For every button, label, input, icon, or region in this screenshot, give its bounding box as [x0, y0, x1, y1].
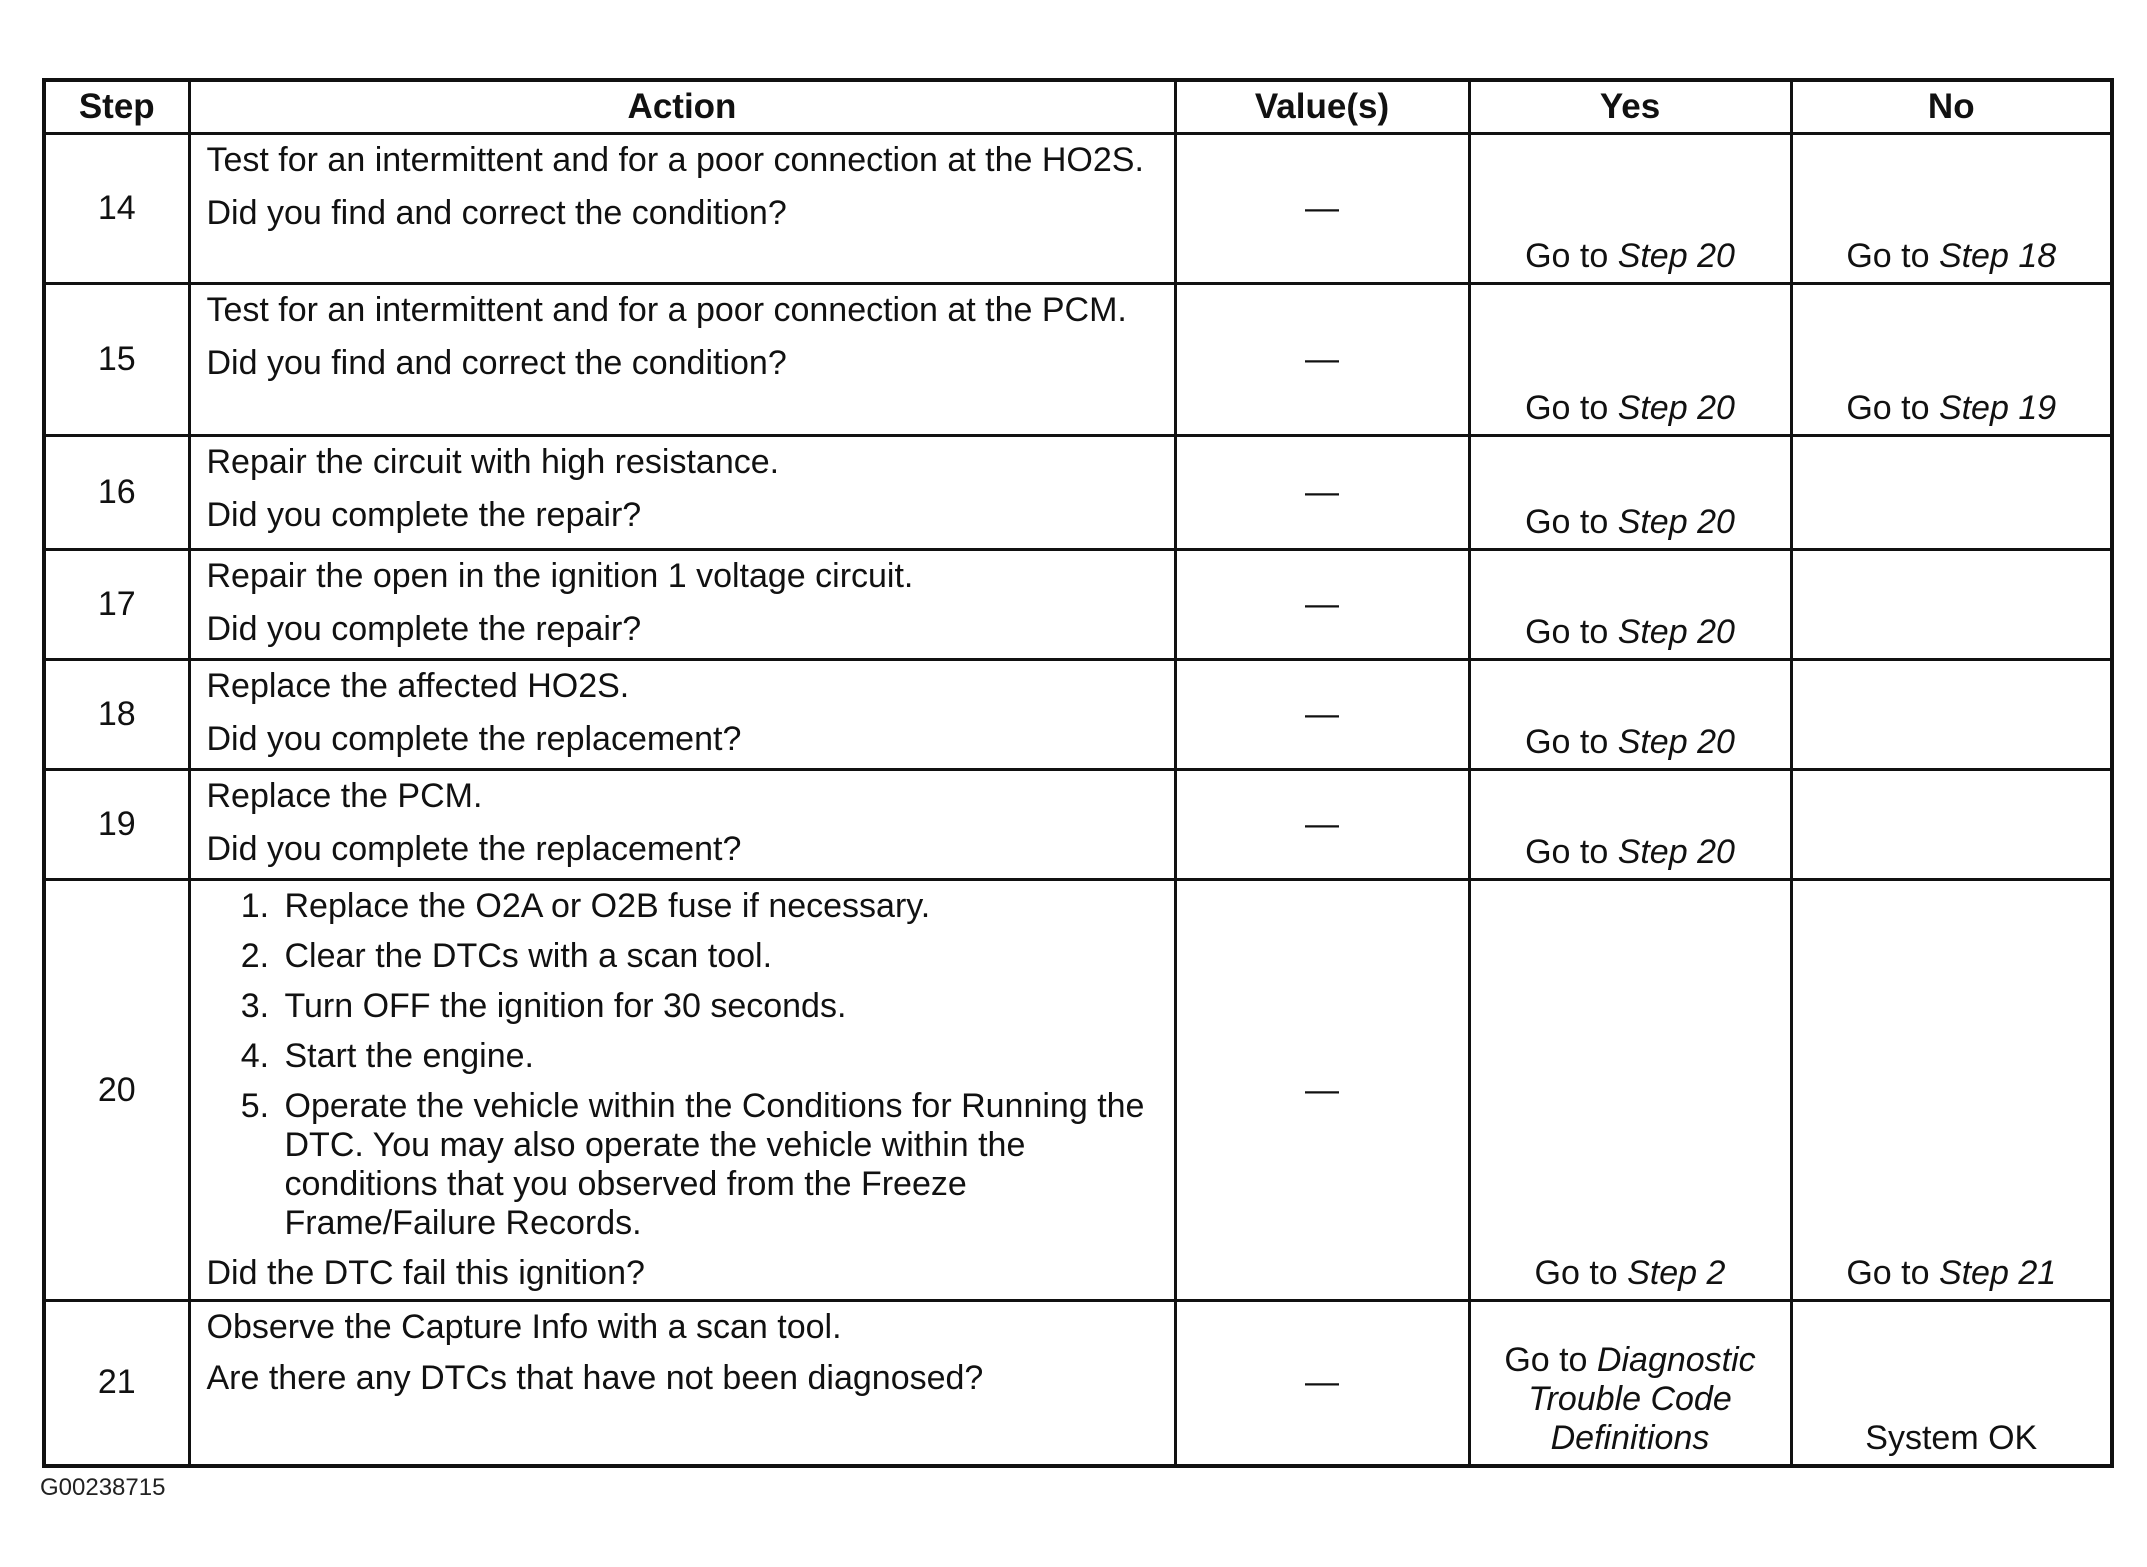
yes-cell [1469, 284, 1791, 436]
action-text: Repair the open in the ignition 1 voltage circuit. [206, 557, 914, 595]
yes-cell [1469, 550, 1791, 660]
step-number: 18 [44, 660, 189, 770]
action-cell [189, 880, 1175, 1301]
action-question: Are there any DTCs that have not been diagnosed? [206, 1359, 984, 1397]
procedure-item: 2. Clear the DTCs with a scan tool. [279, 937, 1158, 976]
no-result: System OK [1865, 1418, 2038, 1457]
action-text: Replace the PCM. [206, 777, 483, 815]
table-row [44, 880, 2112, 1301]
value-cell: — [1175, 880, 1469, 1301]
header-action: Action [189, 80, 1175, 134]
table-body [44, 134, 2112, 1466]
value-cell: — [1175, 550, 1469, 660]
action-cell [189, 660, 1175, 770]
yes-cell [1469, 436, 1791, 550]
yes-step-link[interactable]: Diagnostic Trouble Code Definitions [1528, 1340, 1756, 1457]
procedure-item: 3. Turn OFF the ignition for 30 seconds. [279, 987, 1158, 1026]
yes-cell [1469, 770, 1791, 880]
value-cell: — [1175, 1301, 1469, 1466]
no-step-link[interactable]: Step 19 [1938, 389, 2057, 427]
action-question: Did you complete the replacement? [206, 830, 742, 868]
procedure-item: 1. Replace the O2A or O2B fuse if necessary. [279, 887, 1158, 926]
action-cell [189, 436, 1175, 550]
action-question: Did you find and correct the condition? [206, 344, 787, 382]
step-number: 16 [44, 436, 189, 550]
yes-prefix: Go to [1525, 833, 1618, 871]
yes-prefix: Go to [1525, 237, 1618, 275]
yes-prefix: Go to [1525, 613, 1618, 651]
no-cell [1791, 770, 2112, 880]
action-question: Did you complete the replacement? [206, 720, 742, 758]
step-number: 15 [44, 284, 189, 436]
value-cell: — [1175, 660, 1469, 770]
no-prefix: Go to [1846, 389, 1939, 427]
no-prefix: Go to [1846, 237, 1939, 275]
step-number: 20 [44, 880, 189, 1301]
yes-step-link[interactable]: Step 20 [1617, 503, 1735, 541]
procedure-item: 4. Start the engine. [279, 1037, 1158, 1076]
yes-prefix: Go to [1525, 503, 1618, 541]
yes-step-link[interactable]: Step 20 [1617, 723, 1735, 761]
action-question: Did you complete the repair? [206, 610, 642, 648]
action-cell [189, 770, 1175, 880]
step-number: 19 [44, 770, 189, 880]
no-cell [1791, 880, 2112, 1301]
action-text: Test for an intermittent and for a poor connection at the HO2S. [206, 141, 1144, 179]
table-row [44, 134, 2112, 284]
header-values: Value(s) [1175, 80, 1469, 134]
step-number: 21 [44, 1301, 189, 1466]
no-step-link[interactable]: Step 21 [1938, 1254, 2057, 1292]
yes-cell [1469, 134, 1791, 284]
value-cell: — [1175, 284, 1469, 436]
value-cell: — [1175, 134, 1469, 284]
action-text: Repair the circuit with high resistance. [206, 443, 780, 481]
header-yes: Yes [1469, 80, 1791, 134]
yes-prefix: Go to [1534, 1254, 1628, 1292]
table-row [44, 436, 2112, 550]
no-cell [1791, 134, 2112, 284]
procedure-list [207, 887, 1158, 1243]
action-question: Did you complete the repair? [206, 496, 642, 534]
yes-cell [1469, 660, 1791, 770]
diagnostic-table [42, 78, 2114, 1468]
action-text: Observe the Capture Info with a scan tool. [206, 1308, 842, 1346]
action-cell [189, 134, 1175, 284]
yes-prefix: Go to [1504, 1340, 1597, 1379]
no-cell [1791, 436, 2112, 550]
procedure-item: 5. Operate the vehicle within the Conditions for Running the DTC. You may also operate the vehicle within the conditions that you observed from the Freeze Frame/Failure Records. [279, 1087, 1158, 1243]
no-cell [1791, 660, 2112, 770]
table-row [44, 1301, 2112, 1466]
action-question: Did you find and correct the condition? [206, 194, 787, 232]
no-prefix: Go to [1846, 1254, 1939, 1292]
header-no: No [1791, 80, 2112, 134]
action-text: Test for an intermittent and for a poor connection at the PCM. [206, 291, 1127, 329]
value-cell: — [1175, 436, 1469, 550]
value-cell: — [1175, 770, 1469, 880]
action-cell [189, 550, 1175, 660]
step-number: 17 [44, 550, 189, 660]
header-row [44, 80, 2112, 134]
table-row [44, 660, 2112, 770]
table-row [44, 770, 2112, 880]
step-number: 14 [44, 134, 189, 284]
yes-prefix: Go to [1525, 723, 1618, 761]
action-question: Did the DTC fail this ignition? [206, 1254, 645, 1292]
no-step-link[interactable]: Step 18 [1938, 237, 2057, 275]
table-row [44, 550, 2112, 660]
action-cell [189, 1301, 1175, 1466]
yes-step-link[interactable]: Step 20 [1617, 613, 1735, 651]
yes-step-link[interactable]: Step 20 [1617, 389, 1735, 427]
yes-step-link[interactable]: Step 20 [1617, 237, 1735, 275]
yes-step-link[interactable]: Step 2 [1627, 1254, 1726, 1292]
action-cell [189, 284, 1175, 436]
header-step: Step [44, 80, 189, 134]
no-cell [1791, 550, 2112, 660]
no-cell [1791, 1301, 2112, 1466]
yes-step-link[interactable]: Step 20 [1617, 833, 1735, 871]
yes-cell [1469, 880, 1791, 1301]
no-cell [1791, 284, 2112, 436]
figure-id: G00238715 [40, 1474, 166, 1501]
yes-cell [1469, 1301, 1791, 1466]
action-text: Replace the affected HO2S. [206, 667, 630, 705]
yes-prefix: Go to [1525, 389, 1618, 427]
table-row [44, 284, 2112, 436]
